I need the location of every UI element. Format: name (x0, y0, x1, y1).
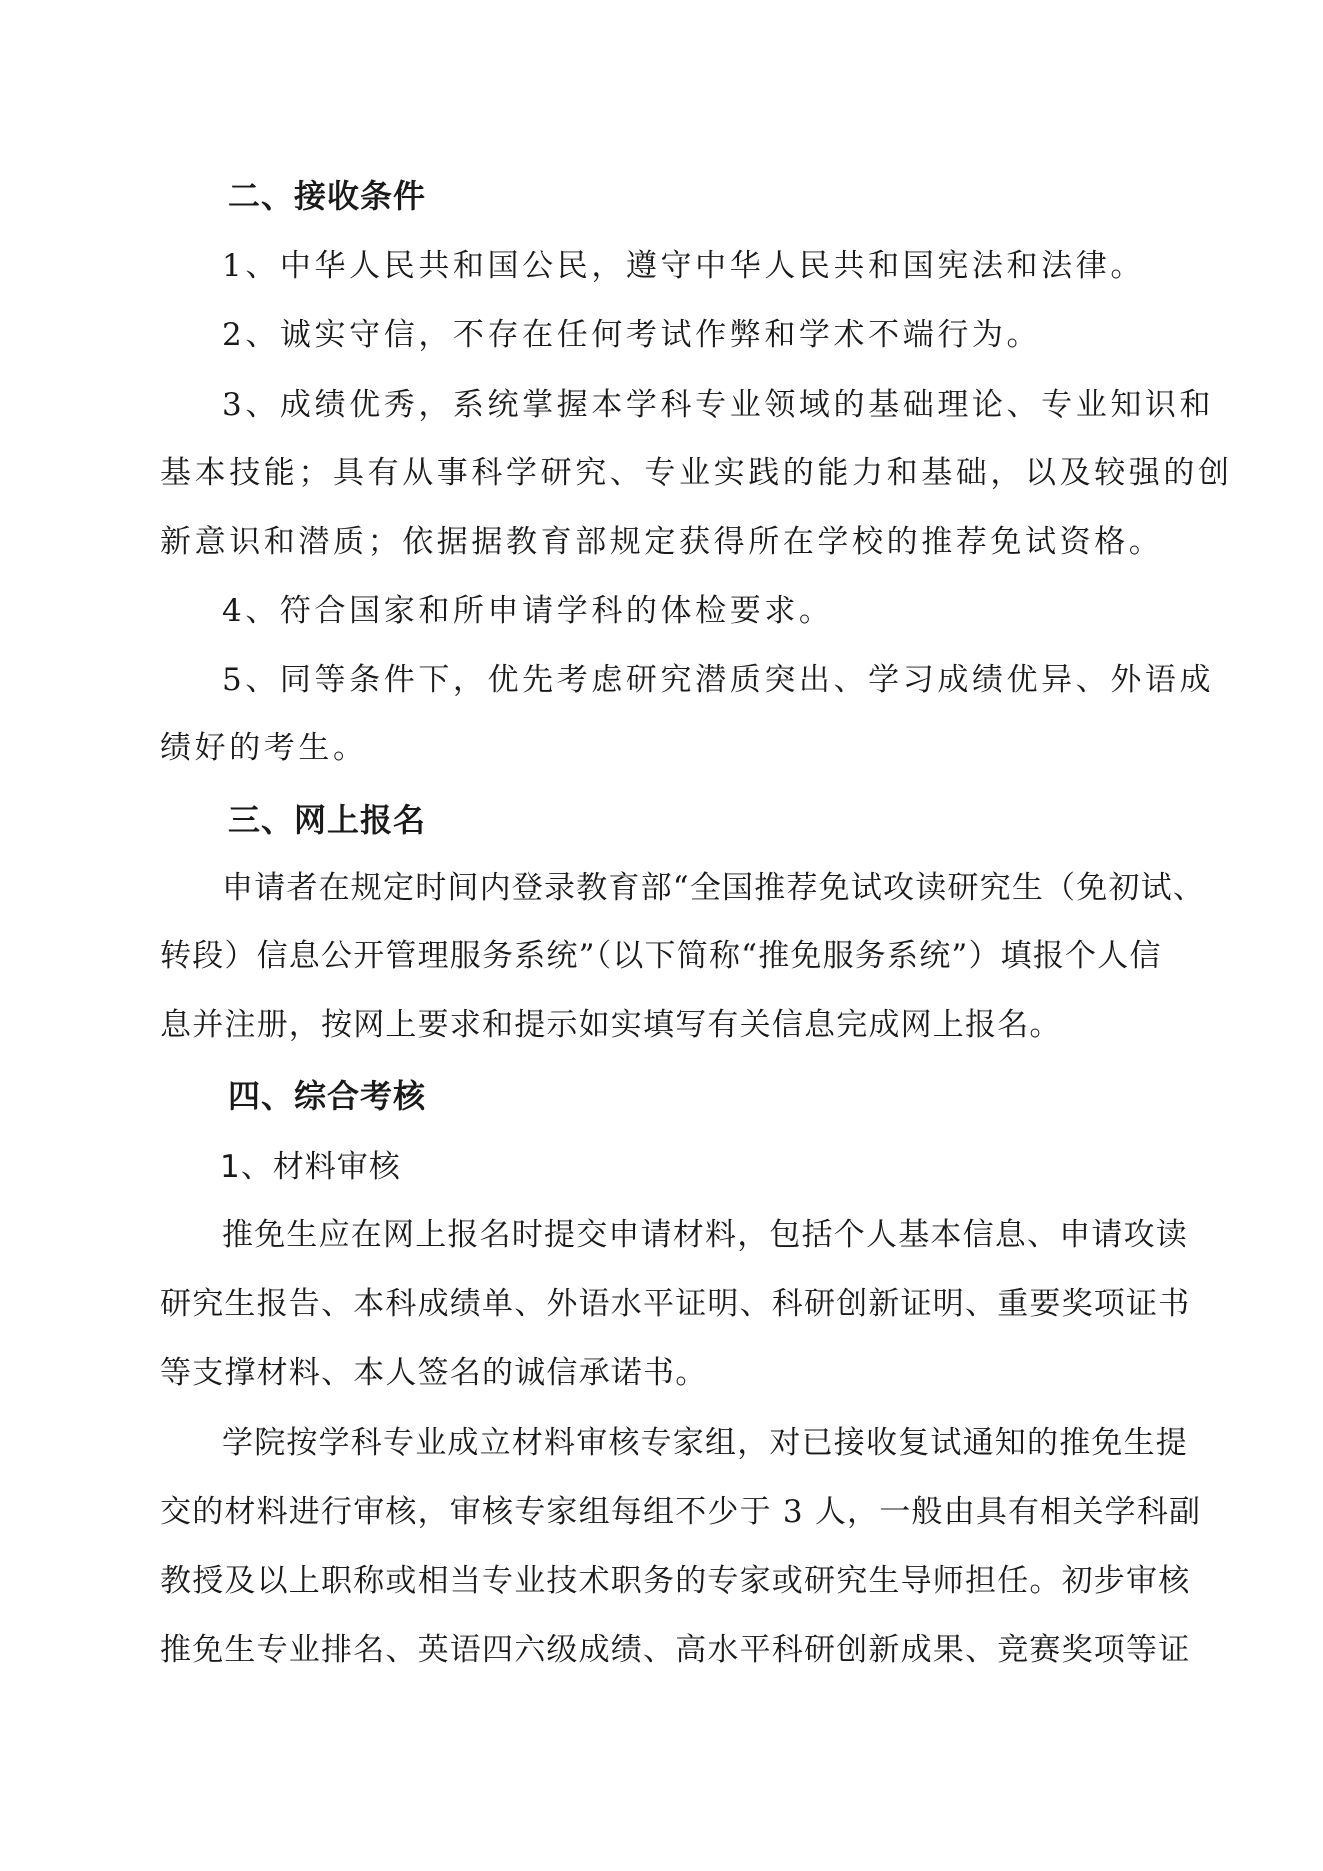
condition-item-3-line-3: 新意识和潜质；依据据教育部规定获得所在学校的推荐免试资格。 (160, 524, 1164, 560)
registration-paragraph-line-1: 申请者在规定时间内登录教育部“全国推荐免试攻读研究生（免初试、 (222, 870, 1206, 906)
section-heading-comprehensive-assessment: 四、综合考核 (228, 1077, 427, 1115)
material-paragraph-2-line-3: 教授及以上职称或相当专业技术职务的专家或研究生导师担任。初步审核 (160, 1563, 1191, 1599)
registration-paragraph-line-3: 息并注册，按网上要求和提示如实填写有关信息完成网上报名。 (160, 1007, 1062, 1043)
condition-item-5-line-2: 绩好的考生。 (160, 730, 368, 766)
section-heading-admission-conditions: 二、接收条件 (228, 177, 427, 215)
material-paragraph-2-line-1: 学院按学科专业成立材料审核专家组，对已接收复试通知的推免生提 (222, 1425, 1188, 1461)
material-paragraph-2-line-4: 推免生专业排名、英语四六级成绩、高水平科研创新成果、竞赛奖项等证 (160, 1632, 1191, 1668)
material-paragraph-1-line-3: 等支撑材料、本人签名的诚信承诺书。 (160, 1355, 708, 1391)
section-heading-online-registration: 三、网上报名 (228, 801, 427, 839)
material-paragraph-1-line-2: 研究生报告、本科成绩单、外语水平证明、科研创新证明、重要奖项证书 (160, 1286, 1191, 1322)
registration-paragraph-line-2: 转段）信息公开管理服务系统”（以下简称“推免服务系统”）填报个人信 (160, 938, 1162, 974)
condition-item-5-line-1: 5、同等条件下，优先考虑研究潜质突出、学习成绩优异、外语成 (222, 662, 1215, 698)
condition-item-3-line-2: 基本技能；具有从事科学研究、专业实践的能力和基础，以及较强的创 (160, 455, 1233, 491)
condition-item-3-line-1: 3、成绩优秀，系统掌握本学科专业领域的基础理论、专业知识和 (222, 387, 1215, 423)
condition-item-1: 1、中华人民共和国公民，遵守中华人民共和国宪法和法律。 (222, 248, 1145, 284)
condition-item-4: 4、符合国家和所申请学科的体检要求。 (222, 593, 834, 629)
material-paragraph-1-line-1: 推免生应在网上报名时提交申请材料，包括个人基本信息、申请攻读 (222, 1217, 1188, 1253)
condition-item-2: 2、诚实守信，不存在任何考试作弊和学术不端行为。 (222, 317, 1042, 353)
material-paragraph-2-line-2: 交的材料进行审核，审核专家组每组不少于 3 人，一般由具有相关学科副 (160, 1494, 1202, 1530)
subsection-heading-material-review: 1、材料审核 (220, 1149, 401, 1185)
